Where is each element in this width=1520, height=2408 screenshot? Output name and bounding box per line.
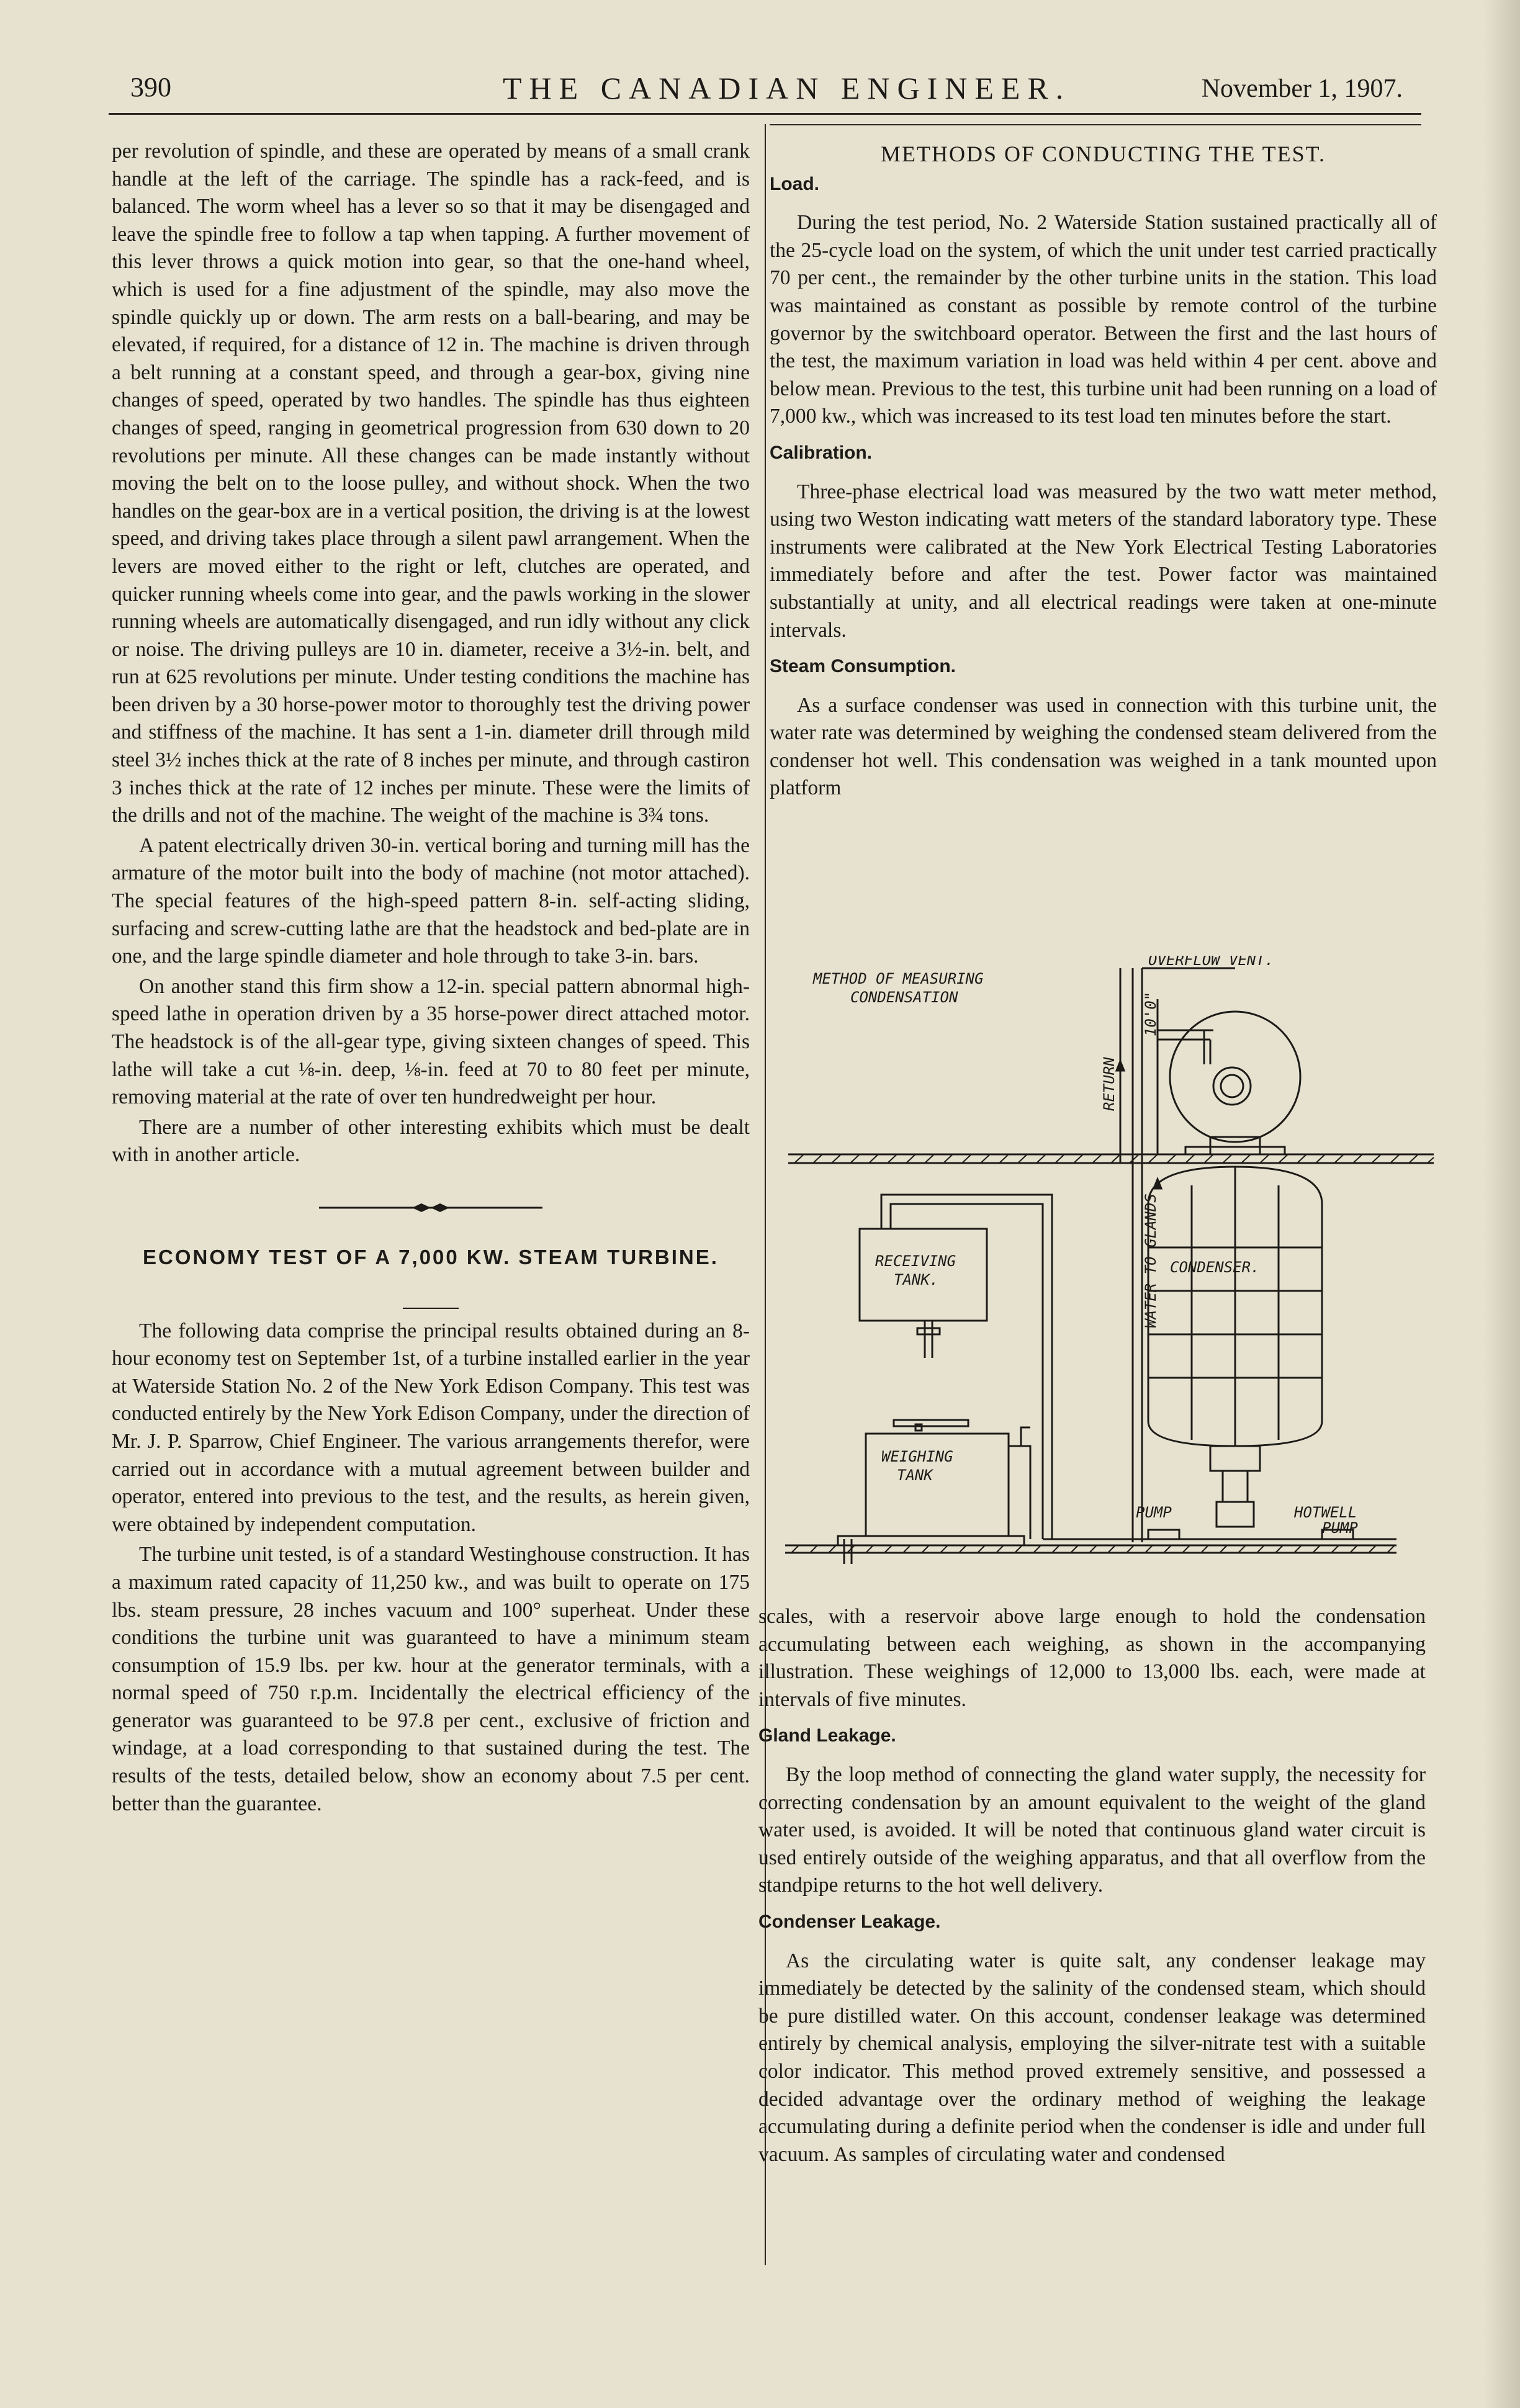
title-rule	[112, 1290, 750, 1303]
section-ornament	[112, 1194, 750, 1206]
paragraph: A patent electrically driven 30-in. vertical boring and turning mill has the armature of the motor built into the body of machine (not motor attached). The special features of the high-speed pattern 8-in. self-acting sliding, surfacing and screw-cutting lathe are that the headstock and bed-plate are in one, and the large spindle diameter and hole through to take 3-in. bars.	[112, 833, 750, 968]
subheading-steam-consumption: Steam Consumption.	[770, 656, 956, 677]
overflow-vent-label: OVERFLOW VENT.	[1148, 956, 1274, 969]
hotwell-pump-label: PUMP	[1322, 1519, 1358, 1537]
water-to-glands-label: WATER TO GLANDS	[1142, 1193, 1159, 1328]
subheading-gland-leakage: Gland Leakage.	[758, 1725, 896, 1746]
return-label: RETURN	[1100, 1057, 1118, 1111]
paragraph: scales, with a reservoir above large enough to hold the condensation accumulating between each weighing, as shown in the accompanying illustration. These weighings of 12,000 to 13,000 lbs. each, were made at intervals of five minutes.	[758, 1605, 1426, 1711]
page-number: 390	[130, 72, 171, 102]
paragraph: On another stand this firm show a 12-in. special pattern abnormal high-speed lathe in operation driven by a 35 horse-power direct attached motor. The headstock is of the all-gear type, giving sixteen changes of speed. This lathe will take a cut ⅛-in. deep, ⅛-in. feed at 70 to 80 feet per minute, removing material at the rate of over ten hundredweight per hour.	[112, 974, 750, 1109]
journal-title: THE CANADIAN ENGINEER.	[503, 71, 1071, 106]
receiving-tank-label-2: TANK.	[894, 1271, 939, 1288]
pump-label: PUMP	[1136, 1504, 1172, 1521]
article-title: ECONOMY TEST OF A 7,000 KW. STEAM TURBINE.	[143, 1245, 719, 1269]
weighing-tank-label: WEIGHING	[881, 1448, 953, 1465]
paragraph: per revolution of spindle, and these are operated by means of a small crank handle at the left of the carriage. The spindle has a rack-feed, and is balanced. The worm wheel has a lever so so that it may be disengaged and leave the spindle free to follow a tap when tapping. A further movement of this lever throws a quick motion into gear, so that the one-hand wheel, which is used for a fine adjustment of the spindle, may also move the spindle quickly up or down. The arm rests on a ball-bearing, and may be elevated, if required, for a distance of 12 in. The machine is driven through a belt running at a constant speed, and through a gear-box, giving nine changes of speed, operated by two handles. The spindle has thus eighteen changes of speed, ranging in geometrical progression from 630 down to 20 revolutions per minute. All these changes can be made instantly without moving the belt on to the loose pulley, and without shock. When the two handles on the gear-box are in a vertical position, the driving is at the lowest speed, and driving takes place through a silent pawl arrangement. When the levers are moved either to the right or left, clutches are operated, and quicker running wheels come into gear, and the pawls working in the slower running wheels are automatically disengaged, and run idly without any click or noise. The driving pulleys are 10 in. diameter, receive a 3½-in. belt, and run at 625 revolutions per minute. Under testing conditions the machine has been driven by a 30 horse-power motor to thoroughly test the driving power and stiffness of the machine. It has sent a 1-in. diameter drill through mild steel 3½ inches thick at the rate of 8 inches per minute, and through castiron 3 inches thick at the rate of 12 inches per minute. These were the limits of the drills and not of the machine. The weight of the machine is 3¾ tons.	[112, 140, 750, 827]
page-edge-shadow	[1483, 0, 1520, 2408]
weighing-tank-label-2: TANK	[897, 1467, 933, 1484]
subheading-condenser-leakage: Condenser Leakage.	[758, 1911, 941, 1932]
height-label: 10'0"	[1142, 991, 1159, 1036]
paragraph: The following data comprise the principal results obtained during an 8-hour economy test on September 1st, of a turbine installed earlier in the year at Waterside Station No. 2 of the New York Edison Company. This test was conducted entirely by the New York Edison Company, under the direction of Mr. J. P. Sparrow, Chief Engineer. The various arrangements therefor, were carried out in accordance with a mutual agreement between builder and operator, entered into previous to the test, and the results, as herein given, were obtained by independent computation.	[112, 1319, 750, 1536]
paragraph: There are a number of other interesting exhibits which must be dealt with in another article.	[112, 1115, 750, 1167]
left-column	[112, 138, 750, 1818]
page-header	[106, 65, 1415, 109]
condenser-label: CONDENSER.	[1170, 1259, 1260, 1276]
section-title: METHODS OF CONDUCTING THE TEST.	[880, 142, 1326, 166]
receiving-tank-label: RECEIVING	[875, 1252, 956, 1270]
issue-date: November 1, 1907.	[1201, 74, 1403, 103]
paragraph: As a surface condenser was used in connection with this turbine unit, the water rate was determined by weighing the condensed steam delivered from the condenser hot well. This condensation was weighed in a tank mounted upon platform	[770, 693, 1437, 800]
header-rule-bottom	[770, 124, 1421, 125]
subheading-calibration: Calibration.	[770, 442, 873, 463]
subheading-load: Load.	[770, 173, 819, 194]
figure-title-line1: METHOD OF MEASURING	[813, 970, 984, 987]
right-column-top	[770, 138, 1437, 802]
figure-title-line2: CONDENSATION	[850, 989, 958, 1006]
paragraph: Three-phase electrical load was measured by the two watt meter method, using two Weston indicating watt meters of the standard laboratory type. These instruments were calibrated at the New York Electrical Testing Laboratories immediately before and after the test. Power factor was maintained substantially at unity, and all electrical readings were taken at one-minute intervals.	[770, 480, 1437, 642]
paragraph: By the loop method of connecting the gland water supply, the necessity for correcting condensation by an amount equivalent to the weight of the gland water used, is avoided. It will be noted that continuous gland water circuit is used entirely outside of the weighing apparatus, and that all overflow from the standpipe returns to the hot well delivery.	[758, 1763, 1426, 1897]
condensation-diagram	[776, 956, 1440, 1576]
right-column-bottom	[758, 1603, 1426, 2168]
header-rule-top	[109, 113, 1421, 115]
paragraph: As the circulating water is quite salt, any condenser leakage may immediately be detected by the salinity of the condensed steam, which should be pure distilled water. On this account, condenser leakage was determined entirely by chemical analysis, employing the silver-nitrate test with a suitable color indicator. This method proved extremely sensitive, and possessed a decided advantage over the ordinary method of weighing the leakage accumulating during a definite period when the condenser is idle and under full vacuum. As samples of circulating water and condensed	[758, 1949, 1426, 2166]
hotwell-label: HOTWELL	[1294, 1504, 1357, 1521]
paragraph: During the test period, No. 2 Waterside Station sustained practically all of the 25-cycle load on the system, of which the unit under test carried practically 70 per cent., the remainder by the other turbine units in the station. This load was maintained as constant as possible by remote control of the turbine governor by the switchboard operator. Between the first and the last hours of the test, the maximum variation in load was held within 4 per cent. above and below mean. Previous to the test, this turbine unit had been running on a load of 7,000 kw., which was increased to its test load ten minutes before the start.	[770, 211, 1437, 428]
paragraph: The turbine unit tested, is of a standard Westinghouse construction. It has a maximum rated capacity of 11,250 kw., and was built to operate on 175 lbs. steam pressure, 28 inches vacuum and 100° superheat. Under these conditions the turbine unit was guaranteed to have a minimum steam consumption of 15.9 lbs. per kw. hour at the generator terminals, with a normal speed of 750 r.p.m. Incidentally the electrical efficiency of the generator was guaranteed to be 97.8 per cent., exclusive of friction and windage, at a load corresponding to that sustained during the test. The results of the tests, detailed below, show an economy about 7.5 per cent. better than the guarantee.	[112, 1543, 750, 1815]
